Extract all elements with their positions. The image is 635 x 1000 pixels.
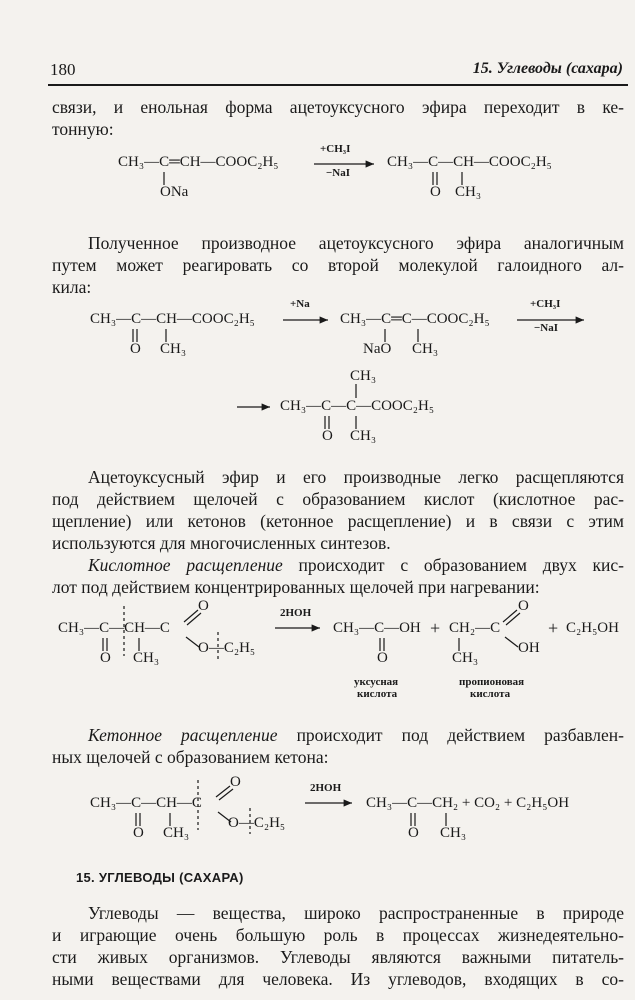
eq4-bond-co-top2 [219,789,233,800]
eq4-left: CH₃—C—CH—C [90,795,202,811]
eq3-p2-oh: OH [518,640,540,656]
paragraph-line: щепление) или кетонов (кетонное расщепление) и в связи с этим [52,511,624,531]
eq4-bond-co-bottom [218,812,231,822]
eq2-arrow1-top: +Na [290,298,310,310]
eq3-p3: C₂H₅OH [566,620,619,636]
eq3-bond-co-bottom [186,637,199,647]
eq4-left-o-top: O [230,774,241,790]
eq3-left-ch3: CH₃ [133,650,160,666]
eq3-p2-o: O [518,598,529,614]
eq2-mid: CH₃—C═C—COOC₂H₅ [340,311,490,327]
running-title: 15. Углеводы (сахара) [472,60,623,77]
eq3-label2-line2: кислота [470,688,511,700]
eq2-arrow2-top: +CH₃I [530,298,561,310]
eq1-right: CH₃—C—CH—COOC₂H₅ [387,154,552,170]
italic-term: Кислотное расщепление [88,555,283,575]
eq3-p2-bond-o2 [506,613,520,625]
eq3-label1-line2: кислота [357,688,398,700]
paragraph-line: ных щелочей с образованием кетона: [52,747,329,767]
eq2-prod-o: O [322,428,333,444]
eq1-arrow-top: +CH₃I [320,143,351,155]
eq2-mid-nao: NaO [363,341,392,357]
eq3-left: CH₃—C—CH—C [58,620,170,636]
eq2-prod-ch3: CH₃ [350,428,377,444]
page-number: 180 [50,60,76,79]
eq1-arrow-bottom: −NaI [326,167,350,179]
line-text: происходит под действием разбавлен- [277,725,624,745]
eq4-right-o: O [408,825,419,841]
eq3-plus1: + [430,618,441,638]
eq2-left-ch3: CH₃ [160,341,187,357]
eq3-left-o-top: O [198,598,209,614]
eq3-label1-line1: уксусная [354,676,399,688]
eq1-left-ona: ONa [160,184,189,200]
eq3-label2-line1: пропионовая [459,676,525,688]
paragraph-line: лот под действием концентрированных щелочей при нагревании: [52,577,540,597]
eq1-right-ch3: CH₃ [455,184,482,200]
eq3-p2-bond-o1 [503,610,517,622]
paragraph-line: используются для многочисленных синтезов. [52,533,391,553]
eq3-p2: CH₂—C [449,620,501,636]
paragraph-line: кила: [52,277,92,297]
eq3-arrow-top: 2HOH [280,607,312,619]
eq4-right: CH₃—C—CH₂ + CO₂ + C₂H₅OH [366,795,570,811]
paragraph-line: и играющие очень большую роль в процессах жизнедеятельно- [52,925,624,945]
eq2-prod: CH₃—C—C—COOC₂H₅ [280,398,435,414]
paragraph-line: путем может реагировать со второй молекулой галоидного ал- [52,255,624,275]
eq4-left-o-bottom: O [133,825,144,841]
eq3-left-oc2h5: O—C₂H₅ [198,640,256,656]
eq4-left-oc2h5: O—C₂H₅ [228,815,286,831]
eq2-left: CH₃—C—CH—COOC₂H₅ [90,311,255,327]
eq2-left-o: O [130,341,141,357]
eq2-arrow2-bottom: −NaI [534,322,558,334]
eq3-left-o-bottom: O [100,650,111,666]
paragraph-line: связи, и енольная форма ацетоуксусного эфира переходит в ке- [52,97,624,117]
eq4-right-ch3: CH₃ [440,825,467,841]
paragraph-line: тонную: [52,119,114,139]
eq3-plus2: + [548,618,559,638]
eq4-arrow-top: 2HOH [310,782,342,794]
line-text: происходит с образованием двух кис- [282,555,624,575]
eq3-p1: CH₃—C—OH [333,620,421,636]
paragraph-line: Полученное производное ацетоуксусного эфира аналогичным [88,233,624,253]
section-heading: 15. УГЛЕВОДЫ (САХАРА) [76,870,244,885]
eq3-bond-co-top1 [184,610,198,622]
eq3-p1-o: O [377,650,388,666]
eq1-left: CH₃—C═CH—COOC₂H₅ [118,154,279,170]
eq4-left-ch3: CH₃ [163,825,190,841]
paragraph-line: Углеводы — вещества, широко распространенные в природе [88,903,624,923]
eq3-p2-ch3: CH₃ [452,650,479,666]
eq1-right-o: O [430,184,441,200]
eq4-bond-co-top1 [216,786,230,797]
paragraph-line: Ацетоуксусный эфир и его производные легко расщепляются [88,467,624,487]
paragraph-line: под действием щелочей с образованием кислот (кислотное рас- [52,489,624,509]
eq3-bond-co-top2 [187,613,201,625]
paragraph-line: ными веществами для человека. Из углеводов, входящих в со- [52,969,624,989]
paragraph-line: сти живых организмов. Углеводы являются важными питатель- [52,947,624,967]
eq3-p2-bond-oh [505,637,518,647]
italic-term: Кетонное расщепление [88,725,278,745]
eq2-prod-top: CH₃ [350,368,377,384]
eq2-mid-ch3: CH₃ [412,341,439,357]
